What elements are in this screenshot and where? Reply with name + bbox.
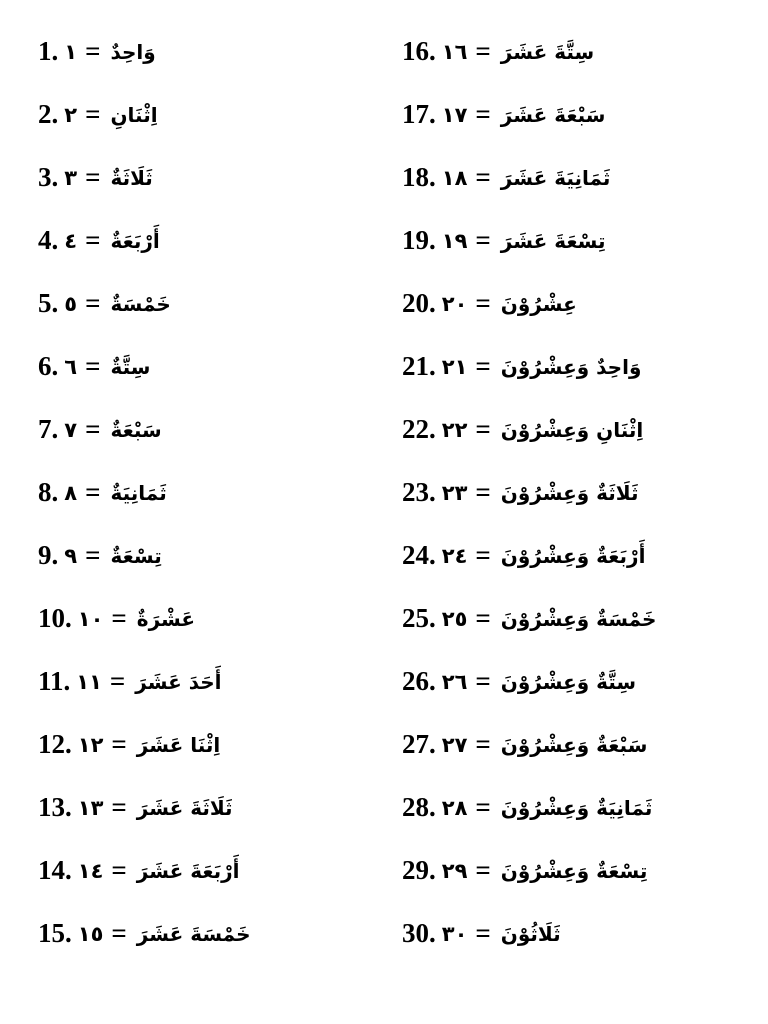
number-entry bbox=[402, 335, 742, 398]
number-entry bbox=[38, 650, 368, 713]
arabic-numeral: ١٨ bbox=[441, 165, 468, 190]
arabic-numeral: ٧ bbox=[64, 417, 78, 442]
arabic-number-word: اِثْنَا عَشَرَ bbox=[136, 732, 221, 757]
number-entry bbox=[38, 146, 368, 209]
western-numeral: 22. bbox=[402, 414, 436, 444]
number-entry bbox=[402, 272, 742, 335]
arabic-number-word: خَمْسَةٌ وَعِشْرُوْنَ bbox=[500, 606, 657, 631]
equals-sign: = bbox=[475, 918, 491, 948]
arabic-numeral: ٣ bbox=[64, 165, 78, 190]
arabic-number-word: عَشْرَةٌ bbox=[136, 606, 196, 631]
number-entry bbox=[402, 524, 742, 587]
arabic-number-word: سَبْعَةٌ وَعِشْرُوْنَ bbox=[500, 732, 648, 757]
equals-sign: = bbox=[85, 225, 101, 255]
arabic-numeral: ٢٥ bbox=[441, 606, 468, 631]
equals-sign: = bbox=[85, 36, 101, 66]
arabic-number-word: أَرْبَعَةَ عَشَرَ bbox=[136, 858, 240, 883]
number-entry bbox=[402, 587, 742, 650]
number-entry bbox=[402, 902, 742, 965]
arabic-number-word: أَرْبَعَةٌ bbox=[110, 228, 160, 253]
number-entry bbox=[402, 461, 742, 524]
western-numeral: 20. bbox=[402, 288, 436, 318]
western-numeral: 27. bbox=[402, 729, 436, 759]
western-numeral: 26. bbox=[402, 666, 436, 696]
western-numeral: 21. bbox=[402, 351, 436, 381]
western-numeral: 29. bbox=[402, 855, 436, 885]
equals-sign: = bbox=[475, 855, 491, 885]
arabic-numeral: ٢٢ bbox=[441, 417, 468, 442]
equals-sign: = bbox=[111, 855, 127, 885]
arabic-number-word: وَاحِدٌ وَعِشْرُوْنَ bbox=[500, 354, 642, 379]
arabic-numeral: ٢٧ bbox=[441, 732, 468, 757]
number-entry bbox=[402, 146, 742, 209]
western-numeral: 19. bbox=[402, 225, 436, 255]
equals-sign: = bbox=[475, 477, 491, 507]
western-numeral: 24. bbox=[402, 540, 436, 570]
arabic-number-word: تِسْعَةَ عَشَرَ bbox=[500, 228, 606, 253]
arabic-number-word: ثَمَانِيَةٌ bbox=[110, 480, 167, 505]
western-numeral: 3. bbox=[38, 162, 59, 192]
arabic-numeral: ٢٤ bbox=[441, 543, 468, 568]
arabic-numeral: ١٣ bbox=[77, 795, 104, 820]
western-numeral: 11. bbox=[38, 666, 71, 696]
arabic-number-word: عِشْرُوْنَ bbox=[500, 291, 577, 316]
western-numeral: 7. bbox=[38, 414, 59, 444]
arabic-number-word: أَحَدَ عَشَرَ bbox=[135, 669, 222, 694]
equals-sign: = bbox=[111, 729, 127, 759]
equals-sign: = bbox=[475, 162, 491, 192]
equals-sign: = bbox=[475, 99, 491, 129]
number-entry bbox=[402, 776, 742, 839]
equals-sign: = bbox=[85, 477, 101, 507]
arabic-numeral: ١٠ bbox=[77, 606, 104, 631]
arabic-numeral: ٤ bbox=[64, 228, 78, 253]
number-entry bbox=[38, 272, 368, 335]
arabic-number-word: ثَلَاثَةَ عَشَرَ bbox=[136, 795, 233, 820]
number-entry bbox=[402, 398, 742, 461]
equals-sign: = bbox=[109, 666, 126, 696]
arabic-number-word: تِسْعَةٌ bbox=[110, 543, 162, 568]
number-entry bbox=[402, 650, 742, 713]
arabic-numeral: ٨ bbox=[64, 480, 78, 505]
equals-sign: = bbox=[111, 918, 127, 948]
equals-sign: = bbox=[475, 414, 491, 444]
arabic-numeral: ٦ bbox=[64, 354, 78, 379]
number-entry bbox=[38, 776, 368, 839]
number-entry bbox=[38, 461, 368, 524]
equals-sign: = bbox=[111, 792, 127, 822]
arabic-number-word: ثَمَانِيَةَ عَشَرَ bbox=[500, 165, 611, 190]
arabic-number-word: سَبْعَةَ عَشَرَ bbox=[500, 102, 606, 127]
arabic-numeral: ١٩ bbox=[441, 228, 468, 253]
arabic-numeral: ٢٩ bbox=[441, 858, 468, 883]
equals-sign: = bbox=[475, 288, 491, 318]
number-entry bbox=[38, 209, 368, 272]
arabic-number-word: اِثْنَانِ وَعِشْرُوْنَ bbox=[500, 417, 644, 442]
equals-sign: = bbox=[111, 603, 127, 633]
equals-sign: = bbox=[475, 540, 491, 570]
number-entry bbox=[402, 209, 742, 272]
western-numeral: 12. bbox=[38, 729, 72, 759]
western-numeral: 10. bbox=[38, 603, 72, 633]
western-numeral: 25. bbox=[402, 603, 436, 633]
arabic-numeral: ٢٣ bbox=[441, 480, 468, 505]
arabic-number-word: ثَلَاثُوْنَ bbox=[500, 921, 561, 946]
number-entry bbox=[38, 83, 368, 146]
number-entry bbox=[402, 839, 742, 902]
equals-sign: = bbox=[85, 288, 101, 318]
western-numeral: 2. bbox=[38, 99, 59, 129]
western-numeral: 16. bbox=[402, 36, 436, 66]
number-entry bbox=[38, 839, 368, 902]
arabic-number-word: ثَلَاثَةٌ وَعِشْرُوْنَ bbox=[500, 480, 639, 505]
equals-sign: = bbox=[475, 603, 491, 633]
arabic-number-word: ثَمَانِيَةٌ وَعِشْرُوْنَ bbox=[500, 795, 653, 820]
western-numeral: 17. bbox=[402, 99, 436, 129]
arabic-numeral: ١٥ bbox=[77, 921, 104, 946]
western-numeral: 13. bbox=[38, 792, 72, 822]
equals-sign: = bbox=[475, 792, 491, 822]
arabic-numeral: ١١ bbox=[76, 669, 102, 694]
arabic-numeral: ٢٦ bbox=[441, 669, 468, 694]
equals-sign: = bbox=[475, 729, 491, 759]
western-numeral: 9. bbox=[38, 540, 59, 570]
arabic-number-word: تِسْعَةٌ وَعِشْرُوْنَ bbox=[500, 858, 648, 883]
equals-sign: = bbox=[85, 162, 101, 192]
arabic-number-word: اِثْنَانِ bbox=[110, 102, 158, 127]
western-numeral: 14. bbox=[38, 855, 72, 885]
western-numeral: 4. bbox=[38, 225, 59, 255]
equals-sign: = bbox=[475, 666, 491, 696]
western-numeral: 18. bbox=[402, 162, 436, 192]
number-entry bbox=[38, 20, 368, 83]
arabic-number-word: خَمْسَةٌ bbox=[110, 291, 171, 316]
western-numeral: 5. bbox=[38, 288, 59, 318]
arabic-numeral: ٢٠ bbox=[441, 291, 468, 316]
arabic-numeral: ٥ bbox=[64, 291, 78, 316]
western-numeral: 23. bbox=[402, 477, 436, 507]
number-entry bbox=[402, 83, 742, 146]
number-entry bbox=[38, 713, 368, 776]
arabic-numeral: ٣٠ bbox=[441, 921, 468, 946]
equals-sign: = bbox=[475, 351, 491, 381]
number-entry bbox=[402, 713, 742, 776]
arabic-numeral: ١٤ bbox=[77, 858, 104, 883]
equals-sign: = bbox=[85, 414, 101, 444]
equals-sign: = bbox=[475, 225, 491, 255]
arabic-numeral: ١ bbox=[64, 39, 78, 64]
arabic-number-word: سِتَّةَ عَشَرَ bbox=[500, 39, 595, 64]
arabic-numeral: ٩ bbox=[64, 543, 78, 568]
left-number-column bbox=[38, 20, 368, 965]
equals-sign: = bbox=[475, 36, 491, 66]
arabic-numeral: ١٦ bbox=[441, 39, 468, 64]
equals-sign: = bbox=[85, 540, 101, 570]
equals-sign: = bbox=[85, 351, 101, 381]
number-entry bbox=[38, 902, 368, 965]
arabic-numeral: ٢٨ bbox=[441, 795, 468, 820]
arabic-numeral: ١٧ bbox=[441, 102, 468, 127]
number-entry bbox=[38, 398, 368, 461]
arabic-number-word: سَبْعَةٌ bbox=[110, 417, 162, 442]
arabic-numeral: ٢ bbox=[64, 102, 78, 127]
western-numeral: 15. bbox=[38, 918, 72, 948]
arabic-numeral: ١٢ bbox=[77, 732, 104, 757]
number-entry bbox=[38, 335, 368, 398]
western-numeral: 1. bbox=[38, 36, 59, 66]
western-numeral: 30. bbox=[402, 918, 436, 948]
number-entry bbox=[402, 20, 742, 83]
number-entry bbox=[38, 587, 368, 650]
number-entry bbox=[38, 524, 368, 587]
arabic-number-word: ثَلَاثَةٌ bbox=[110, 165, 153, 190]
equals-sign: = bbox=[85, 99, 101, 129]
western-numeral: 8. bbox=[38, 477, 59, 507]
arabic-number-word: خَمْسَةَ عَشَرَ bbox=[136, 921, 251, 946]
arabic-number-word: سِتَّةٌ وَعِشْرُوْنَ bbox=[500, 669, 637, 694]
western-numeral: 6. bbox=[38, 351, 59, 381]
western-numeral: 28. bbox=[402, 792, 436, 822]
arabic-numeral: ٢١ bbox=[441, 354, 468, 379]
right-number-column bbox=[402, 20, 742, 965]
arabic-number-word: أَرْبَعَةٌ وَعِشْرُوْنَ bbox=[500, 543, 646, 568]
arabic-number-word: سِتَّةٌ bbox=[110, 354, 151, 379]
arabic-number-word: وَاحِدٌ bbox=[110, 39, 156, 64]
